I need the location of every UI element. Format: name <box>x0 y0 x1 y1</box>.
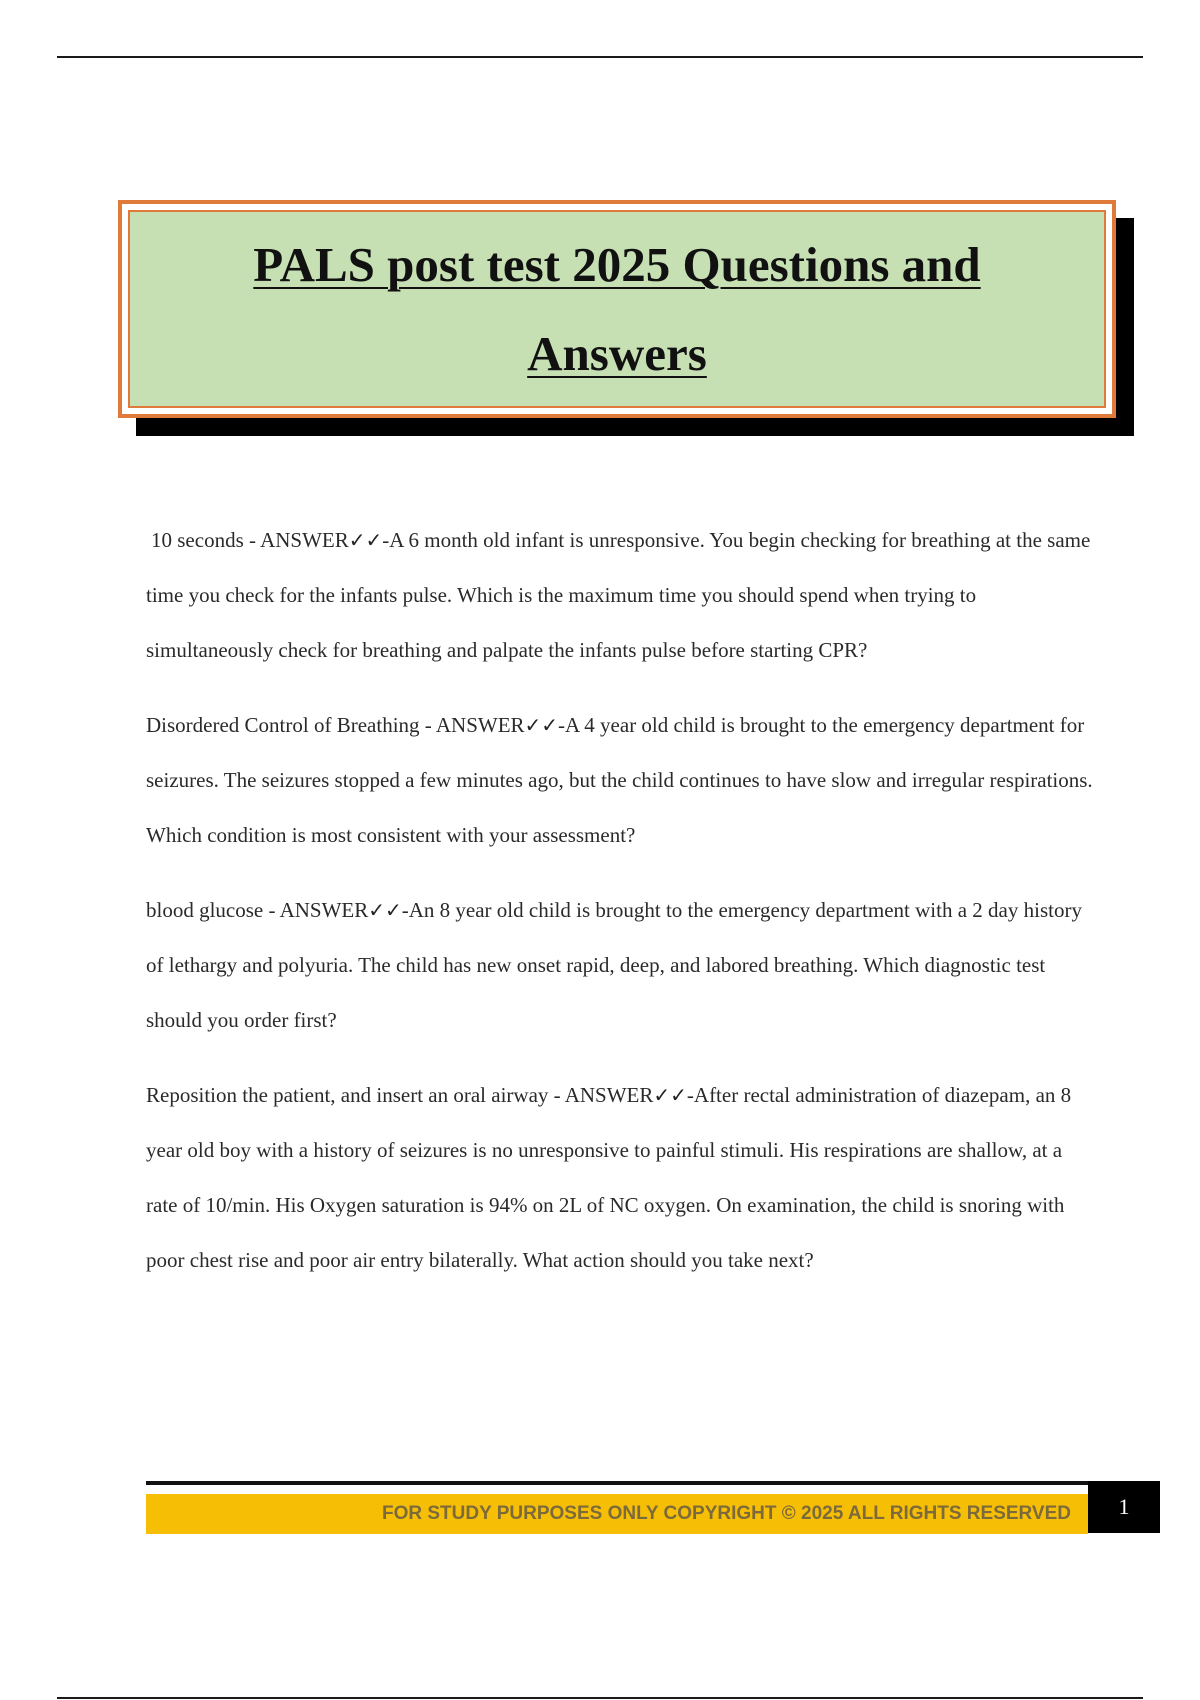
header-rule <box>57 56 1143 58</box>
question-text: -A 4 year old child is brought to the emergency department for seizures. The seizures stopped a few minutes ago, but the child continues to have slow and irregular respirations. Which condition is most consistent with your assessment? <box>146 713 1093 847</box>
question-text: -A 6 month old infant is unresponsive. You begin checking for breathing at the same time you check for the infants pulse. Which is the maximum time you should spend when trying to simultaneously check for breathing and palpate the infants pulse before starting CPR? <box>146 528 1091 662</box>
page-number: 1 <box>1088 1481 1160 1533</box>
answer-text: Disordered Control of Breathing - ANSWER <box>146 713 525 737</box>
qa-entry <box>146 1068 1096 1288</box>
question-text: -An 8 year old child is brought to the emergency department with a 2 day history of lethargy and polyuria. The child has new onset rapid, deep, and labored breathing. Which diagnostic test should you order first? <box>146 898 1082 1032</box>
qa-entry <box>146 883 1096 1048</box>
check-mark-icon: ✓✓ <box>653 1083 687 1107</box>
document-title-line-2: Answers <box>527 326 707 381</box>
check-mark-icon: ✓✓ <box>348 528 383 552</box>
footer-rule <box>146 1481 1088 1485</box>
bottom-rule <box>57 1697 1143 1699</box>
check-mark-icon: ✓✓ <box>524 713 559 737</box>
document-title-line-1: PALS post test 2025 Questions and <box>253 237 981 292</box>
title-panel <box>128 210 1106 408</box>
qa-list <box>146 513 1096 1308</box>
answer-text: 10 seconds - ANSWER <box>151 528 349 552</box>
question-text: -After rectal administration of diazepam, an 8 year old boy with a history of seizures is no unresponsive to painful stimuli. His respirations are shallow, at a rate of 10/min. His Oxygen saturation is 94% on 2L of NC oxygen. On examination, the child is snoring with poor chest rise and poor air entry bilaterally. What action should you take next? <box>146 1083 1072 1272</box>
qa-entry <box>146 513 1096 678</box>
answer-text: blood glucose - ANSWER <box>146 898 369 922</box>
footer-copyright: FOR STUDY PURPOSES ONLY COPYRIGHT © 2025 ALL RIGHTS RESERVED <box>146 1494 1088 1534</box>
title-box <box>118 200 1116 418</box>
answer-text: Reposition the patient, and insert an oral airway - ANSWER <box>146 1083 654 1107</box>
qa-entry <box>146 698 1096 863</box>
check-mark-icon: ✓✓ <box>368 898 402 922</box>
